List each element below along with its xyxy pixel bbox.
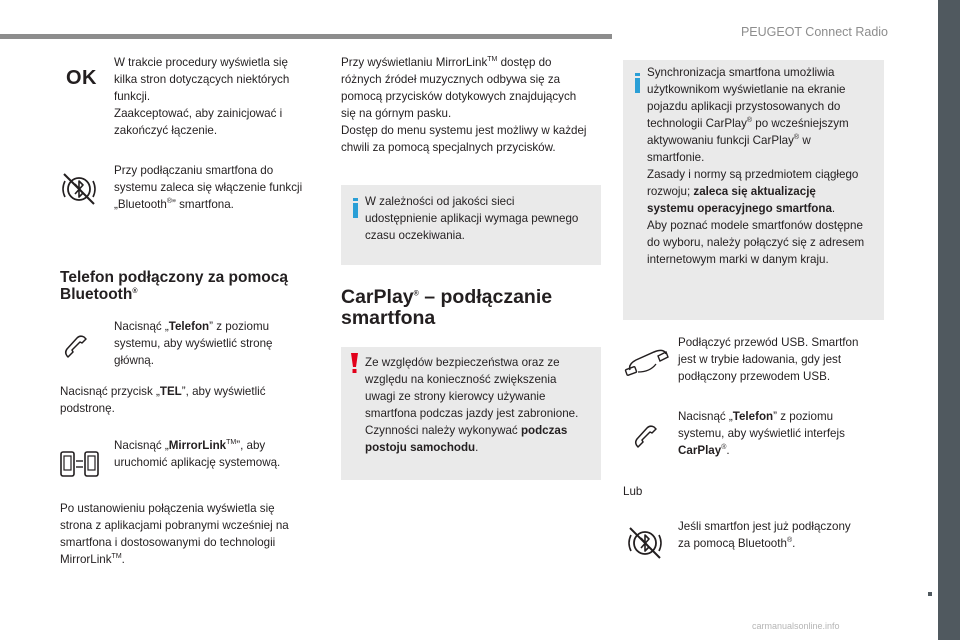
text-line	[365, 422, 589, 439]
text-line: Synchronizacja smartfona umożliwia	[647, 66, 835, 79]
text-line	[365, 439, 589, 456]
text-span: .	[121, 553, 125, 566]
usb-cable-icon	[624, 342, 670, 378]
carplay-phone-instructions	[678, 408, 883, 459]
phone-handset-icon	[630, 420, 664, 454]
text-span: po wcześniejszym	[752, 117, 849, 130]
text-span: – podłączanie	[418, 286, 553, 308]
info-box-text	[365, 193, 589, 244]
superscript: ®	[786, 537, 793, 545]
text-line: chwili za pomocą specjalnych przycisków.	[341, 141, 556, 154]
text-span: .	[831, 202, 836, 215]
text-line	[114, 318, 314, 335]
superscript: TM	[226, 439, 237, 447]
superscript: TM	[111, 553, 122, 561]
text-line: zakończyć łączenie.	[114, 124, 218, 137]
text-line: podstronę.	[60, 402, 115, 415]
text-span: .	[726, 444, 730, 457]
text-span: Przy wyświetlaniu MirrorLink	[341, 56, 488, 69]
bold-text: TEL	[159, 385, 182, 398]
phone-instructions	[114, 318, 314, 369]
text-line: użytkownikom wyświetlanie na ekranie	[647, 83, 846, 96]
text-line	[60, 551, 330, 568]
superscript: ®	[746, 117, 753, 125]
page-header-title: PEUGEOT Connect Radio	[740, 25, 888, 39]
bold-text: systemu operacyjnego smartfona	[647, 202, 832, 215]
text-line: czasu oczekiwania.	[365, 229, 465, 242]
text-span: dostęp do	[497, 56, 552, 69]
text-span: technologii CarPlay	[647, 117, 747, 130]
section-heading-bluetooth	[60, 269, 288, 303]
superscript: ®	[413, 290, 419, 298]
heading-line	[341, 287, 552, 308]
text-line	[647, 183, 872, 200]
text-line: systemu, aby wyświetlić interfejs	[678, 427, 845, 440]
text-span: ” smartfona.	[172, 198, 234, 211]
bluetooth-icon	[58, 168, 100, 210]
text-line	[647, 132, 872, 149]
text-line: się na górnym pasku.	[341, 107, 452, 120]
text-line: względu na konieczność zwiększenia	[365, 373, 557, 386]
text-line: smartfonie.	[647, 151, 705, 164]
superscript: ®	[793, 134, 800, 142]
text-span: Czynności należy wykonywać	[365, 424, 521, 437]
text-span: ” z poziomu	[773, 410, 834, 423]
heading-line: smartfona	[341, 307, 436, 329]
mirrorlink-intro	[341, 54, 606, 156]
bold-text: postoju samochodu	[365, 441, 476, 454]
phone-handset-icon	[60, 330, 94, 364]
text-line: kilka stron dotyczących niektórych	[114, 73, 290, 86]
text-line: W zależności od jakości sieci	[365, 195, 515, 208]
text-line: strona z aplikacjami pobranymi wcześniej na	[60, 519, 289, 532]
superscript: TM	[487, 56, 498, 64]
text-span: za pomocą Bluetooth	[678, 537, 787, 550]
info-icon	[634, 73, 641, 93]
text-line: pomocą przycisków dotykowych znajdujących	[341, 90, 577, 103]
text-line: jest w trybie ładowania, gdy jest	[678, 353, 842, 366]
text-line: pojazdu aplikacji przystosowanych do	[647, 100, 841, 113]
text-line: systemu, aby wyświetlić stronę	[114, 337, 273, 350]
text-line: Dostęp do menu systemu jest możliwy w każdej	[341, 124, 587, 137]
text-line: W trakcie procedury wyświetla się	[114, 56, 288, 69]
bold-text: CarPlay	[678, 444, 722, 457]
text-line: smartfona podczas jazdy jest zabronione.	[365, 407, 579, 420]
text-span: ”, aby wyświetlić	[181, 385, 266, 398]
bold-text: Telefon	[732, 410, 774, 423]
mirrorlink-instructions	[114, 437, 314, 471]
text-span: MirrorLink	[60, 553, 112, 566]
bluetooth-icon	[624, 522, 666, 564]
text-span: aktywowaniu funkcji CarPlay	[647, 134, 794, 147]
text-line	[114, 437, 314, 454]
text-span: Bluetooth	[60, 286, 133, 303]
text-line: funkcji.	[114, 90, 151, 103]
mirrorlink-result-text	[60, 500, 330, 568]
text-span: CarPlay	[341, 286, 414, 308]
text-line: Zasady i normy są przedmiotem ciągłego	[647, 168, 859, 181]
info-box-network	[341, 185, 601, 265]
text-line: Aby poznać modele smartfonów dostępne	[647, 219, 863, 232]
text-line: Przy podłączaniu smartfona do	[114, 164, 274, 177]
text-line: systemu zaleca się włączenie funkcji	[114, 181, 303, 194]
text-line	[341, 54, 606, 71]
text-span: Nacisnąć „	[114, 320, 169, 333]
ok-icon: OK	[66, 67, 97, 89]
superscript: ®	[166, 198, 173, 206]
text-span: Nacisnąć przycisk „	[60, 385, 160, 398]
heading-line	[60, 286, 288, 303]
text-span: ” z poziomu	[209, 320, 270, 333]
text-line: Podłączyć przewód USB. Smartfon	[678, 336, 859, 349]
text-span: .	[475, 441, 479, 454]
text-line: główną.	[114, 354, 154, 367]
info-box-carplay	[623, 60, 884, 320]
warning-icon	[348, 353, 361, 375]
text-line	[678, 535, 883, 552]
text-span: Nacisnąć „	[114, 439, 169, 452]
text-line	[678, 442, 883, 459]
text-line: Ze względów bezpieczeństwa oraz ze	[365, 356, 560, 369]
ok-instructions	[114, 54, 324, 139]
continuation-mark	[928, 592, 932, 596]
section-heading-carplay	[341, 287, 552, 329]
text-span: rozwoju;	[647, 185, 694, 198]
text-line	[678, 408, 883, 425]
text-line	[114, 196, 324, 213]
bold-text: MirrorLink	[168, 439, 227, 452]
text-line	[647, 200, 872, 217]
bold-text: zaleca się aktualizację	[693, 185, 816, 198]
text-span: „Bluetooth	[114, 198, 167, 211]
text-line: Po ustanowieniu połączenia wyświetla się	[60, 502, 275, 515]
text-line: smartfona i dostosowanymi do technologii	[60, 536, 276, 549]
bold-text: Telefon	[168, 320, 210, 333]
text-line: udostępnienie aplikacji wymaga pewnego	[365, 212, 579, 225]
superscript: ®	[132, 287, 138, 295]
usb-instructions	[678, 334, 883, 385]
page-number: 13	[912, 611, 931, 630]
info-icon	[352, 198, 359, 218]
text-span: ”, aby	[236, 439, 266, 452]
text-line: do wyboru, należy połączyć się z adresem	[647, 236, 865, 249]
text-span: .	[792, 537, 796, 550]
or-label: Lub	[623, 485, 643, 498]
text-span: w	[799, 134, 811, 147]
tel-instructions	[60, 383, 320, 417]
text-line	[60, 383, 320, 400]
text-line: Jeśli smartfon jest już podłączony	[678, 520, 851, 533]
bold-text: podczas	[520, 424, 568, 437]
heading-line: Telefon podłączony za pomocą	[60, 269, 288, 286]
warning-box-text	[365, 354, 589, 456]
superscript: ®	[721, 444, 727, 452]
smartphone-pair-icon	[58, 448, 102, 480]
text-line: uruchomić aplikację systemową.	[114, 456, 281, 469]
text-line: internetowym marki w danym kraju.	[647, 253, 829, 266]
header-rule	[0, 34, 612, 39]
bluetooth-instructions	[114, 162, 324, 213]
text-line: podłączony przewodem USB.	[678, 370, 831, 383]
text-line: uwagi ze strony kierowcy używanie	[365, 390, 546, 403]
carplay-bluetooth-instructions	[678, 518, 883, 552]
info-box-text	[647, 64, 872, 268]
text-line	[647, 115, 872, 132]
text-span: Nacisnąć „	[678, 410, 733, 423]
text-line: Zaakceptować, aby zainicjować i	[114, 107, 283, 120]
side-tab-bar	[938, 0, 960, 640]
text-line: różnych źródeł muzycznych odbywa się za	[341, 73, 561, 86]
watermark: carmanualsonline.info	[752, 621, 840, 631]
warning-box-safety	[341, 347, 601, 480]
